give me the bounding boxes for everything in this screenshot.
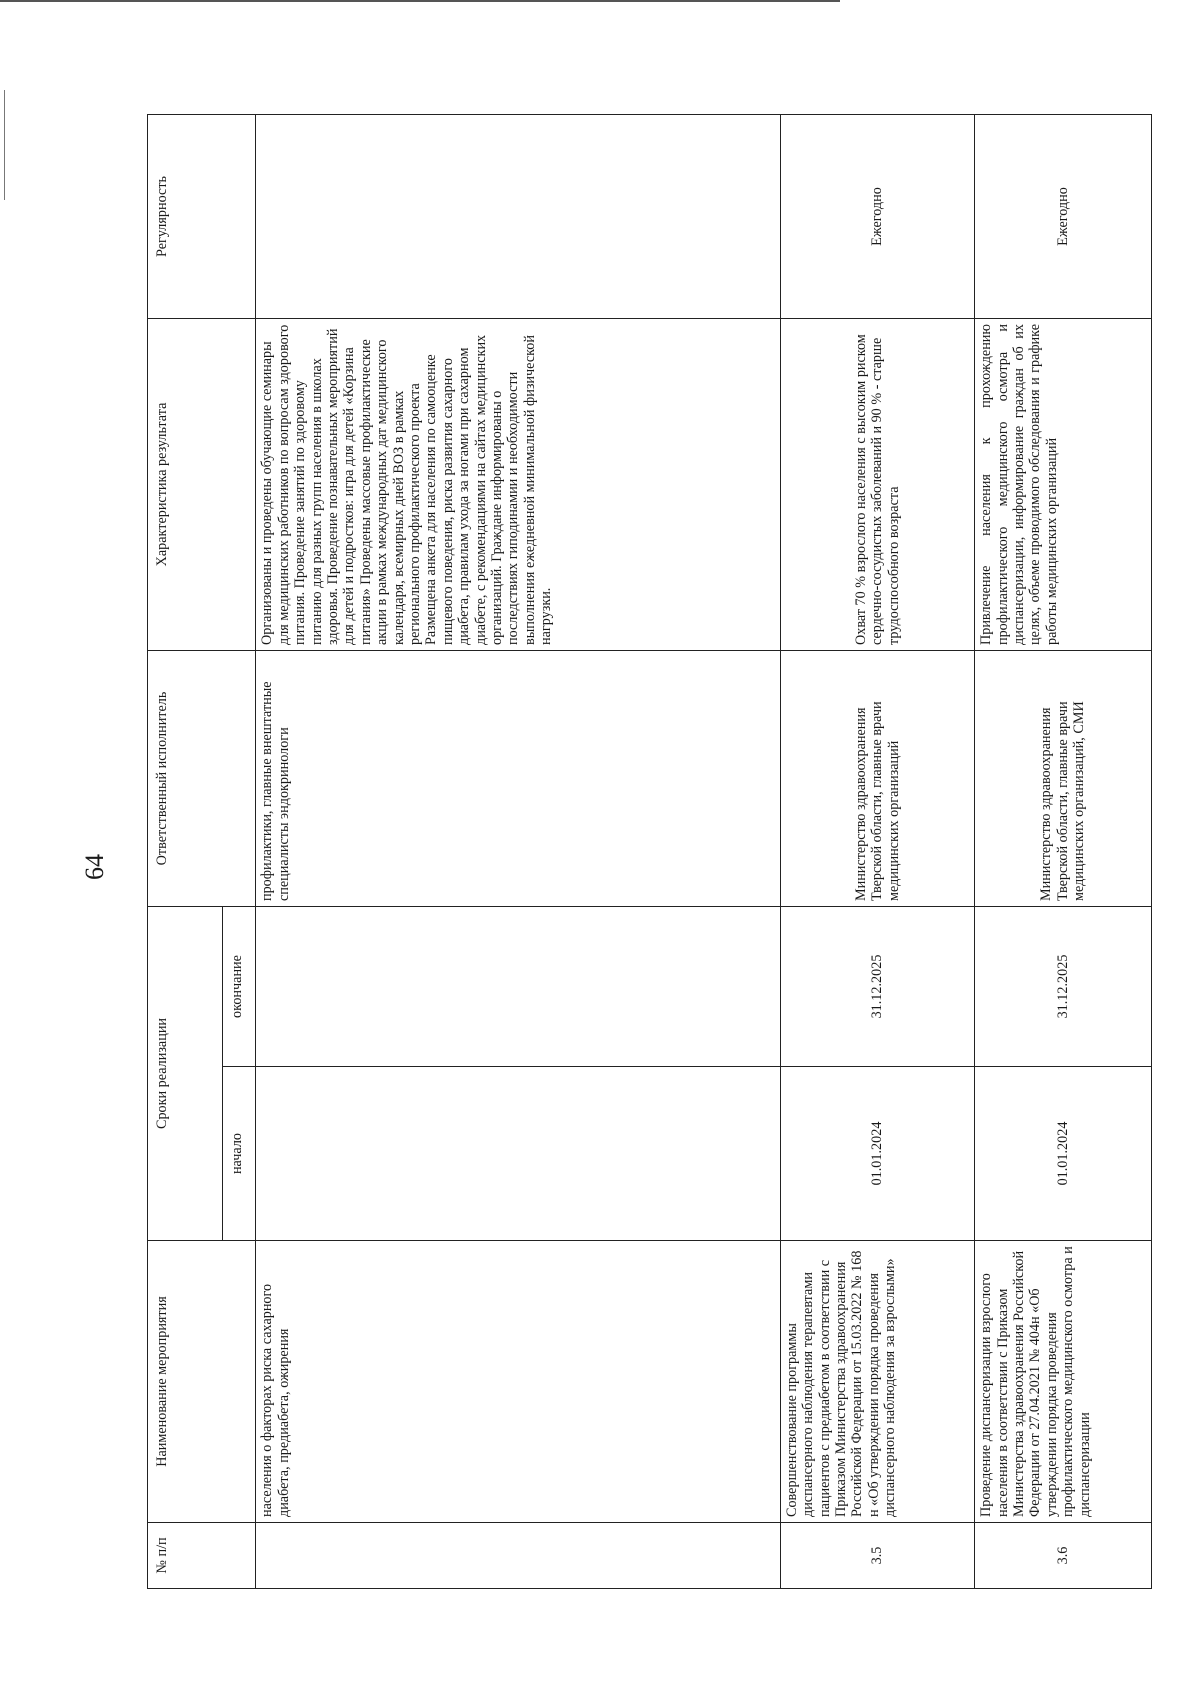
row-responsible: Министерство здравоохранения Тверской области, главные врачи медицинских организаций, СМИ: [975, 651, 1152, 907]
table-row: [256, 115, 780, 1589]
rotated-table-container: [147, 115, 1152, 1589]
row-end: [256, 907, 780, 1067]
row-regularity: [256, 115, 780, 319]
header-terms: Сроки реализации: [148, 907, 223, 1241]
page-number: 64: [80, 854, 109, 880]
row-result: Привлечение населения к прохождению профилактического медицинского осмотра и диспансеризации, информирование граждан об их целях, объеме проводимого обследования и графике работы медицинских организаций: [975, 319, 1152, 651]
row-name: Проведение диспансеризации взрослого населения в соответствии с Приказом Министерства здравоохранения Российской Федерации от 27.04.2021 № 404н «Об утверждении порядка проведения профилактического медицинского осмотра и диспансеризации: [975, 1241, 1152, 1523]
row-result: Охват 70 % взрослого населения с высоким риском сердечно-сосудистых заболеваний и 90 % - старше трудоспособного возраста: [780, 319, 974, 651]
row-regularity: Ежегодно: [975, 115, 1152, 319]
row-name: Совершенствование программы диспансерного наблюдения терапевтами пациентов с предиабетом в соответствии с Приказом Министерства здравоохранения Российской Федерации от 15.03.2022 № 168 н «Об утверждении порядка проведения диспансерного наблюдения за взрослыми»: [780, 1241, 974, 1523]
row-num: 3.6: [975, 1523, 1152, 1589]
table-row: [780, 115, 974, 1589]
table-row: [975, 115, 1152, 1589]
scan-edge-mark: [4, 90, 5, 200]
row-responsible: Министерство здравоохранения Тверской области, главные врачи медицинских организаций: [780, 651, 974, 907]
row-regularity: Ежегодно: [780, 115, 974, 319]
header-regularity: Регулярность: [148, 115, 256, 319]
scan-edge-line: [0, 0, 840, 2]
row-result: Организованы и проведены обучающие семинары для медицинских работников по вопросам здорового питания. Проведение занятий по здоровому питанию для разных групп населения в школах здоровья. Проведение познавательных мероприятий для детей и подростков: игра для детей «Корзина питания» Проведены массовые профилактические акции в рамках международных дат медицинского календаря, всемирных дней ВОЗ в рамках регионального профилактического проекта Размещена анкета для населения по самооценке пищевого поведения, риска развития сахарного диабета, правилам ухода за ногами при сахарном диабете, с рекомендациями на сайтах медицинских организаций. Граждане информированы о последствиях гиподинамии и необходимости выполнения ежедневной минимальной физической нагрузки.: [256, 319, 780, 651]
row-name: населения о факторах риска сахарного диабета, предиабета, ожирения: [256, 1241, 780, 1523]
header-row: [148, 115, 223, 1589]
row-start: 01.01.2024: [975, 1067, 1152, 1241]
header-num: № п/п: [148, 1523, 256, 1589]
row-end: 31.12.2025: [975, 907, 1152, 1067]
measures-table: [147, 114, 1152, 1589]
row-start: [256, 1067, 780, 1241]
row-num: 3.5: [780, 1523, 974, 1589]
header-end: окончание: [223, 907, 256, 1067]
header-result: Характеристика результата: [148, 319, 256, 651]
header-responsible: Ответственный исполнитель: [148, 651, 256, 907]
header-name: Наименование мероприятия: [148, 1241, 256, 1523]
row-end: 31.12.2025: [780, 907, 974, 1067]
row-num: [256, 1523, 780, 1589]
row-responsible: профилактики, главные внештатные специалисты эндокринологи: [256, 651, 780, 907]
row-start: 01.01.2024: [780, 1067, 974, 1241]
header-start: начало: [223, 1067, 256, 1241]
